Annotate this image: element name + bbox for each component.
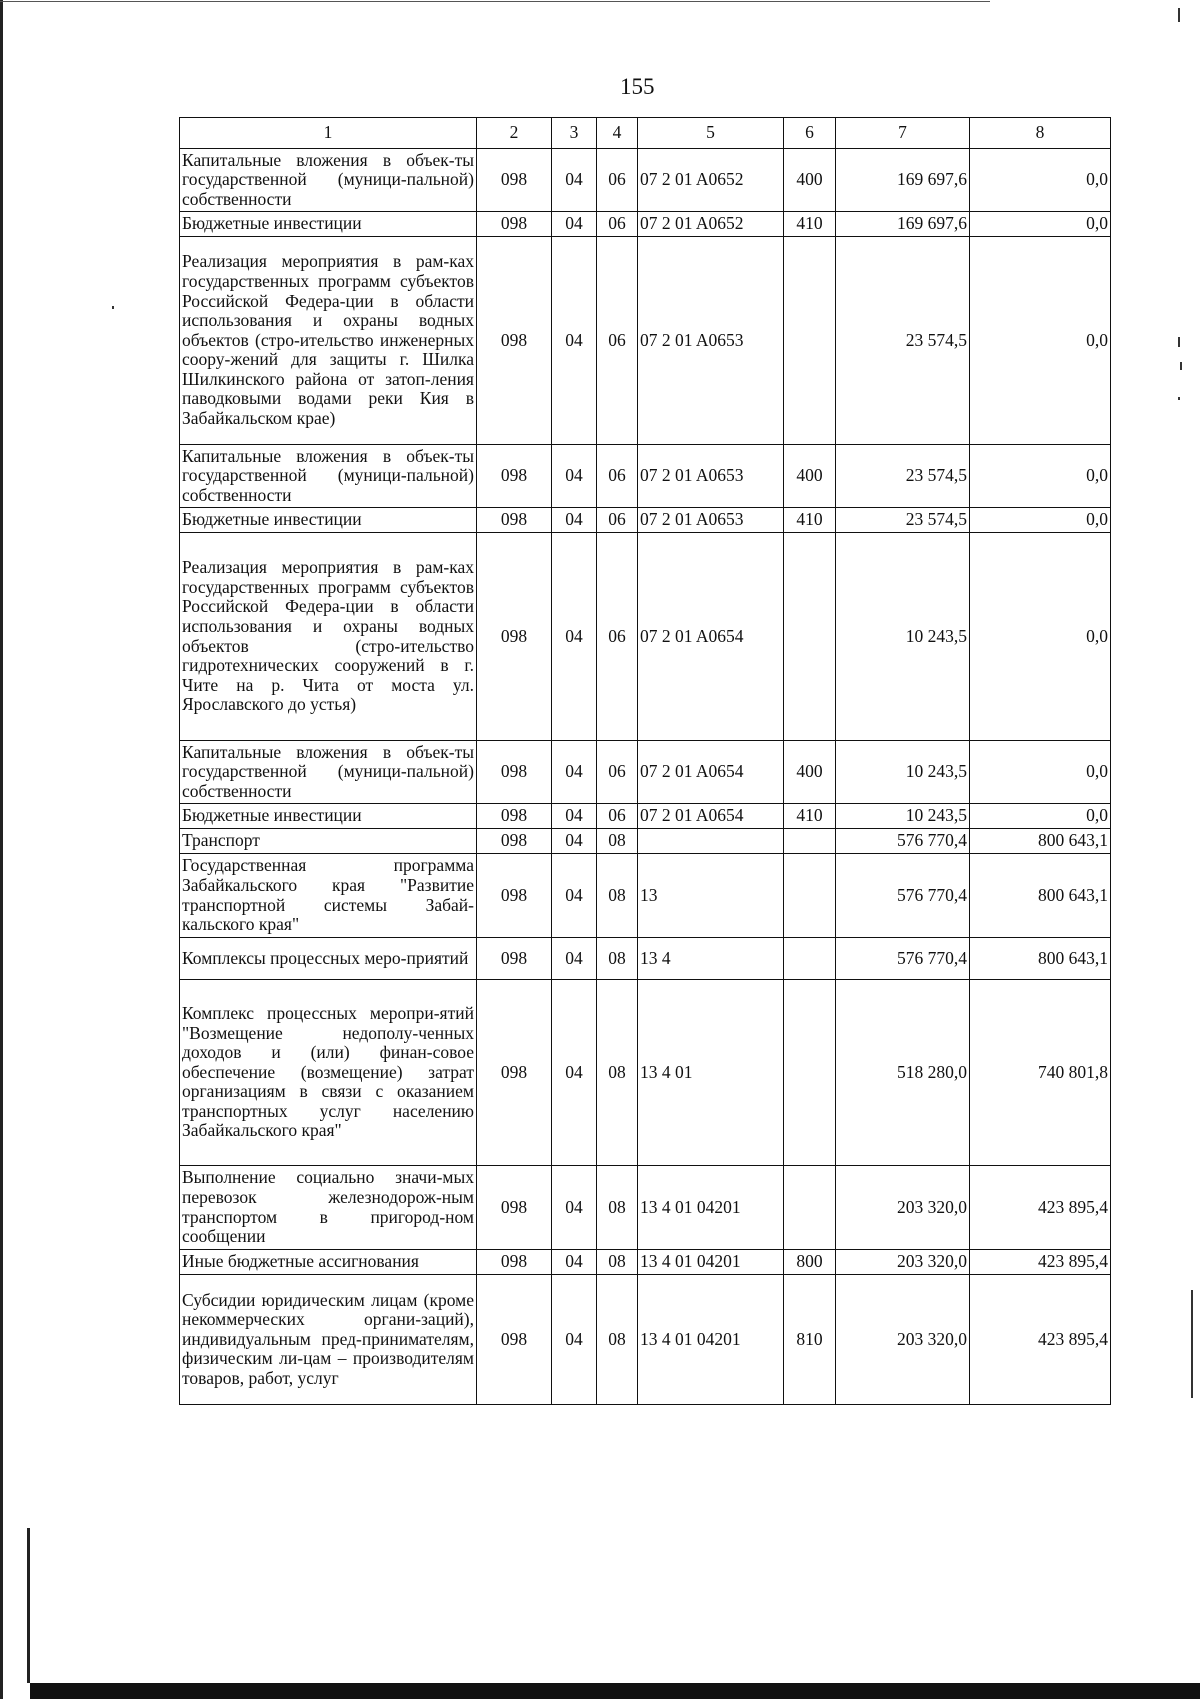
scan-speck <box>1178 337 1180 347</box>
amount-year-2: 0,0 <box>970 804 1111 829</box>
subsection-code: 08 <box>597 854 638 938</box>
header-cell: 4 <box>597 118 638 149</box>
section-code: 04 <box>552 237 597 445</box>
scan-speck <box>1178 397 1180 400</box>
section-code: 04 <box>552 1275 597 1405</box>
amount-year-2: 0,0 <box>970 741 1111 804</box>
grbs-code: 098 <box>477 237 552 445</box>
subsection-code: 08 <box>597 980 638 1166</box>
row-name: Комплексы процессных меро-приятий <box>180 938 477 980</box>
grbs-code: 098 <box>477 741 552 804</box>
section-code: 04 <box>552 980 597 1166</box>
subsection-code: 06 <box>597 741 638 804</box>
table-row <box>180 854 1111 938</box>
subsection-code: 06 <box>597 149 638 212</box>
amount-year-2: 800 643,1 <box>970 938 1111 980</box>
table-body <box>180 149 1111 1405</box>
target-article-code <box>638 829 784 854</box>
target-article-code: 07 2 01 A0654 <box>638 741 784 804</box>
header-cell: 6 <box>784 118 836 149</box>
target-article-code: 07 2 01 A0652 <box>638 149 784 212</box>
grbs-code: 098 <box>477 508 552 533</box>
scan-mark-left <box>27 1528 30 1683</box>
amount-year-1: 23 574,5 <box>836 508 970 533</box>
subsection-code: 08 <box>597 938 638 980</box>
target-article-code: 13 4 01 <box>638 980 784 1166</box>
expense-type-code <box>784 237 836 445</box>
header-cell: 5 <box>638 118 784 149</box>
amount-year-1: 23 574,5 <box>836 445 970 508</box>
target-article-code: 13 4 01 04201 <box>638 1275 784 1405</box>
section-code: 04 <box>552 854 597 938</box>
table-row <box>180 149 1111 212</box>
amount-year-1: 203 320,0 <box>836 1166 970 1250</box>
grbs-code: 098 <box>477 533 552 741</box>
section-code: 04 <box>552 445 597 508</box>
expense-type-code: 800 <box>784 1250 836 1275</box>
table-row <box>180 829 1111 854</box>
expense-type-code <box>784 829 836 854</box>
expense-type-code: 810 <box>784 1275 836 1405</box>
grbs-code: 098 <box>477 445 552 508</box>
target-article-code: 07 2 01 A0654 <box>638 533 784 741</box>
row-name: Реализация мероприятия в рам-ках государственных программ субъектов Российской Федера-ции в области использования и охраны водных объектов (стро-ительство инженерных соору-жений для защиты г. Шилка Шилкинского района от затоп-ления паводковыми водами реки Кия в Забайкальском крае) <box>180 237 477 445</box>
amount-year-2: 0,0 <box>970 212 1111 237</box>
expense-type-code: 400 <box>784 445 836 508</box>
row-name: Капитальные вложения в объек-ты государственной (муници-пальной) собственности <box>180 741 477 804</box>
amount-year-2: 800 643,1 <box>970 854 1111 938</box>
section-code: 04 <box>552 533 597 741</box>
row-name: Государственная программа Забайкальского края "Развитие транспортной системы Забай-кальского края" <box>180 854 477 938</box>
table-row <box>180 445 1111 508</box>
expense-type-code: 400 <box>784 149 836 212</box>
grbs-code: 098 <box>477 1275 552 1405</box>
subsection-code: 08 <box>597 1166 638 1250</box>
section-code: 04 <box>552 741 597 804</box>
row-name: Капитальные вложения в объек-ты государственной (муници-пальной) собственности <box>180 445 477 508</box>
table-header <box>180 118 1111 149</box>
amount-year-2: 423 895,4 <box>970 1166 1111 1250</box>
target-article-code: 13 <box>638 854 784 938</box>
amount-year-2: 423 895,4 <box>970 1275 1111 1405</box>
grbs-code: 098 <box>477 938 552 980</box>
table-row <box>180 212 1111 237</box>
expense-type-code <box>784 854 836 938</box>
budget-table <box>179 117 1111 1405</box>
subsection-code: 08 <box>597 829 638 854</box>
table-row <box>180 533 1111 741</box>
grbs-code: 098 <box>477 804 552 829</box>
scan-mark-right <box>1191 1290 1193 1398</box>
table-row <box>180 1250 1111 1275</box>
amount-year-1: 10 243,5 <box>836 804 970 829</box>
amount-year-1: 10 243,5 <box>836 533 970 741</box>
amount-year-1: 576 770,4 <box>836 854 970 938</box>
subsection-code: 06 <box>597 237 638 445</box>
row-name: Бюджетные инвестиции <box>180 508 477 533</box>
scan-speck <box>1178 8 1180 22</box>
table-row <box>180 1275 1111 1405</box>
expense-type-code <box>784 938 836 980</box>
table-row <box>180 508 1111 533</box>
section-code: 04 <box>552 804 597 829</box>
section-code: 04 <box>552 149 597 212</box>
target-article-code: 07 2 01 A0654 <box>638 804 784 829</box>
amount-year-1: 169 697,6 <box>836 149 970 212</box>
amount-year-2: 740 801,8 <box>970 980 1111 1166</box>
amount-year-2: 0,0 <box>970 149 1111 212</box>
section-code: 04 <box>552 938 597 980</box>
amount-year-2: 0,0 <box>970 445 1111 508</box>
amount-year-1: 203 320,0 <box>836 1275 970 1405</box>
grbs-code: 098 <box>477 1250 552 1275</box>
section-code: 04 <box>552 508 597 533</box>
subsection-code: 06 <box>597 508 638 533</box>
expense-type-code: 400 <box>784 741 836 804</box>
amount-year-1: 10 243,5 <box>836 741 970 804</box>
subsection-code: 06 <box>597 445 638 508</box>
table-row <box>180 980 1111 1166</box>
expense-type-code: 410 <box>784 212 836 237</box>
table-row <box>180 804 1111 829</box>
amount-year-2: 0,0 <box>970 533 1111 741</box>
amount-year-1: 576 770,4 <box>836 938 970 980</box>
expense-type-code: 410 <box>784 508 836 533</box>
scan-speck <box>112 306 114 309</box>
expense-type-code <box>784 980 836 1166</box>
subsection-code: 06 <box>597 533 638 741</box>
amount-year-1: 23 574,5 <box>836 237 970 445</box>
scan-border-top <box>0 1 990 2</box>
page-number: 155 <box>620 74 655 99</box>
scan-border-bottom <box>30 1683 1200 1699</box>
grbs-code: 098 <box>477 149 552 212</box>
row-name: Субсидии юридическим лицам (кроме некоммерческих органи-заций), индивидуальным пред-принимателям, физическим ли-цам – производителям товаров, работ, услуг <box>180 1275 477 1405</box>
amount-year-1: 518 280,0 <box>836 980 970 1166</box>
table-row <box>180 938 1111 980</box>
amount-year-2: 0,0 <box>970 237 1111 445</box>
subsection-code: 08 <box>597 1275 638 1405</box>
amount-year-1: 203 320,0 <box>836 1250 970 1275</box>
scan-border-left <box>0 0 3 1699</box>
amount-year-2: 0,0 <box>970 508 1111 533</box>
expense-type-code: 410 <box>784 804 836 829</box>
table-row <box>180 741 1111 804</box>
grbs-code: 098 <box>477 1166 552 1250</box>
scan-speck <box>1180 362 1182 370</box>
row-name: Транспорт <box>180 829 477 854</box>
expense-type-code <box>784 1166 836 1250</box>
header-cell: 8 <box>970 118 1111 149</box>
row-name: Иные бюджетные ассигнования <box>180 1250 477 1275</box>
target-article-code: 13 4 01 04201 <box>638 1250 784 1275</box>
target-article-code: 13 4 <box>638 938 784 980</box>
target-article-code: 07 2 01 A0653 <box>638 445 784 508</box>
amount-year-1: 576 770,4 <box>836 829 970 854</box>
subsection-code: 08 <box>597 1250 638 1275</box>
amount-year-1: 169 697,6 <box>836 212 970 237</box>
table-row <box>180 1166 1111 1250</box>
section-code: 04 <box>552 1166 597 1250</box>
header-row <box>180 118 1111 149</box>
expense-type-code <box>784 533 836 741</box>
header-cell: 7 <box>836 118 970 149</box>
subsection-code: 06 <box>597 804 638 829</box>
grbs-code: 098 <box>477 854 552 938</box>
row-name: Реализация мероприятия в рам-ках государственных программ субъектов Российской Федера-ции в области использования и охраны водных объектов (стро-ительство гидротехнических сооружений в г. Чите на р. Чита от моста ул. Ярославского до устья) <box>180 533 477 741</box>
grbs-code: 098 <box>477 980 552 1166</box>
row-name: Комплекс процессных меропри-ятий "Возмещение недополу-ченных доходов и (или) финан-совое обеспечение (возмещение) затрат организациям в связи с оказанием транспортных услуг населению Забайкальского края" <box>180 980 477 1166</box>
amount-year-2: 423 895,4 <box>970 1250 1111 1275</box>
header-cell: 2 <box>477 118 552 149</box>
header-cell: 3 <box>552 118 597 149</box>
row-name: Капитальные вложения в объек-ты государственной (муници-пальной) собственности <box>180 149 477 212</box>
target-article-code: 07 2 01 A0653 <box>638 508 784 533</box>
table-row <box>180 237 1111 445</box>
amount-year-2: 800 643,1 <box>970 829 1111 854</box>
row-name: Бюджетные инвестиции <box>180 212 477 237</box>
row-name: Выполнение социально значи-мых перевозок железнодорож-ным транспортом в пригород-ном сообщении <box>180 1166 477 1250</box>
subsection-code: 06 <box>597 212 638 237</box>
target-article-code: 07 2 01 A0653 <box>638 237 784 445</box>
header-cell: 1 <box>180 118 477 149</box>
target-article-code: 13 4 01 04201 <box>638 1166 784 1250</box>
section-code: 04 <box>552 829 597 854</box>
section-code: 04 <box>552 1250 597 1275</box>
target-article-code: 07 2 01 A0652 <box>638 212 784 237</box>
section-code: 04 <box>552 212 597 237</box>
grbs-code: 098 <box>477 212 552 237</box>
grbs-code: 098 <box>477 829 552 854</box>
row-name: Бюджетные инвестиции <box>180 804 477 829</box>
